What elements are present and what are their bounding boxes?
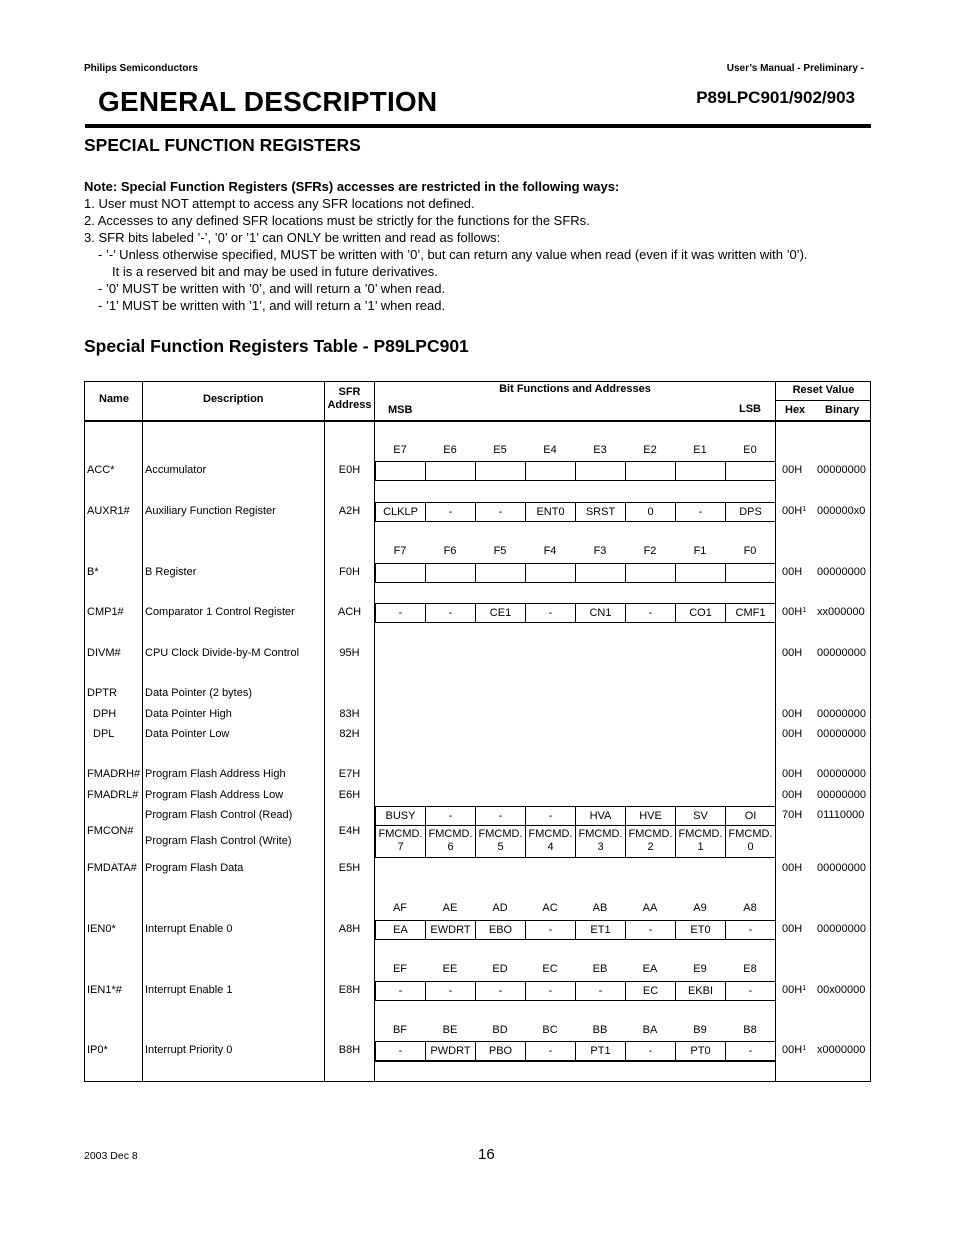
reset-binary: 000000x0 [817,505,866,517]
bit-cell: EBO [475,920,526,940]
register-description: Interrupt Priority 0 [145,1044,233,1056]
section-title: SPECIAL FUNCTION REGISTERS [84,135,361,155]
bit-cell [675,563,726,583]
register-name: IEN0* [87,923,116,935]
col-header-hex: Hex [785,404,806,416]
bit-address: E1 [693,444,707,456]
sfr-address: E4H [338,825,361,837]
register-name: FMDATA# [87,862,137,874]
sfr-table [84,381,871,1082]
company-name: Philips Semiconductors [84,63,198,74]
register-description: Interrupt Enable 0 [145,923,233,935]
register-description: Comparator 1 Control Register [145,606,295,618]
sfr-address: 83H [339,708,360,720]
bit-cell: - [475,806,526,826]
register-description: Data Pointer (2 bytes) [145,687,252,699]
bit-address: A8 [743,902,757,914]
bit-address: ED [492,963,508,975]
bit-cell [575,461,626,481]
register-name: DPL [93,728,115,740]
reset-binary: 00000000 [817,566,866,578]
bit-cell: HVA [575,806,626,826]
bit-cell: - [525,1041,576,1061]
reset-hex: $00H^1$ [782,606,807,618]
register-description: Program Flash Control (Read) [145,809,293,821]
bit-cell: FMCMD. 2 [625,825,676,858]
reset-hex: 00H [782,647,803,659]
bit-address: AF [392,902,408,914]
bit-address: AB [592,902,608,914]
bit-cell: - [525,603,576,623]
reset-binary: 00000000 [817,464,866,476]
bit-cell: - [725,981,776,1001]
table-title: Special Function Registers Table - P89LPC901 [84,336,469,356]
register-description: Auxiliary Function Register [145,505,276,517]
register-name: AUXR1# [87,505,130,517]
register-description: Program Flash Address High [145,768,286,780]
bit-address: E7 [393,444,407,456]
bit-cell: - [725,920,776,940]
bit-cell: - [675,502,726,522]
register-description: Data Pointer High [145,708,232,720]
bit-cell: HVE [625,806,676,826]
sfr-address: E8H [338,984,361,996]
bit-cell [625,461,676,481]
bit-cell: FMCMD. 4 [525,825,576,858]
bit-address: F2 [643,545,657,557]
bit-cell: EA [375,920,426,940]
register-name: DPH [93,708,117,720]
col-header-description: Description [203,393,264,405]
bit-cell [375,461,426,481]
bit-address: F7 [393,545,407,557]
reset-hex: 00H [782,923,803,935]
bit-cell: - [425,603,476,623]
bit-cell: SRST [575,502,626,522]
bit-address: AC [542,902,558,914]
reset-binary: 00000000 [817,923,866,935]
bit-cell [575,563,626,583]
bit-cell [475,461,526,481]
bit-cell: - [725,1041,776,1061]
sfr-address: E5H [338,862,361,874]
bit-cell: - [425,502,476,522]
bit-address: E4 [543,444,557,456]
bit-address: F3 [593,545,607,557]
col-header-reset: Reset Value [792,384,855,396]
reset-binary: 01110000 [817,809,865,821]
bit-address: BD [492,1024,508,1036]
bit-cell: EWDRT [425,920,476,940]
register-name: IP0* [87,1044,108,1056]
bit-cell: CLKLP [375,502,426,522]
sfr-address: F0H [339,566,360,578]
reset-hex: 00H [782,728,803,740]
bit-cell: ET1 [575,920,626,940]
header-divider [775,400,871,401]
bit-cell: CE1 [475,603,526,623]
bit-cell [425,461,476,481]
register-name: ACC* [87,464,115,476]
bit-cell: - [525,806,576,826]
note-subitem: - ’-’ Unless otherwise specified, MUST be written with ’0’, but can return any value when read (even if it was written with ’0’). [98,247,808,262]
bit-address: B9 [693,1024,707,1036]
reset-hex: 00H [782,768,803,780]
bit-cell: PT0 [675,1041,726,1061]
reset-binary: 00000000 [817,728,866,740]
bit-cell: SV [675,806,726,826]
reset-hex: 70H [782,809,803,821]
bit-cell: - [575,981,626,1001]
bit-address: E5 [493,444,507,456]
bit-cell: 0 [625,502,676,522]
bit-address: E2 [643,444,657,456]
reset-hex: 00H [782,789,803,801]
reset-hex: $00H^1$ [782,505,807,517]
reset-binary: 00000000 [817,862,866,874]
bit-cell: - [425,806,476,826]
bit-cell: FMCMD. 7 [375,825,426,858]
bit-cell: ENT0 [525,502,576,522]
note-item: 2. Accesses to any defined SFR locations must be strictly for the functions for the SFRs. [84,213,590,228]
reset-binary: x0000000 [817,1044,866,1056]
register-name: DPTR [87,687,117,699]
bit-cell: - [375,981,426,1001]
note-heading: Note: Special Function Registers (SFRs) accesses are restricted in the following ways: [84,179,620,194]
note-item: 3. SFR bits labeled ’-’, ’0’ or ’1’ can ONLY be written and read as follows: [84,230,501,245]
note-subitem: It is a reserved bit and may be used in future derivatives. [112,264,438,279]
bit-address: E0 [743,444,757,456]
bit-address: AE [442,902,458,914]
bit-cell: ET0 [675,920,726,940]
bit-cell: PT1 [575,1041,626,1061]
bit-cell: - [625,920,676,940]
sfr-address: E0H [338,464,361,476]
bit-cell: - [525,981,576,1001]
bit-address: B8 [743,1024,757,1036]
page-number: 16 [478,1146,495,1163]
register-name: CMP1# [87,606,124,618]
register-name: FMADRH# [87,768,141,780]
part-number: P89LPC901/902/903 [696,88,855,107]
sfr-access-note [84,178,884,314]
reset-binary: 00000000 [817,647,866,659]
column-divider [374,382,375,1081]
bit-cell: DPS [725,502,776,522]
bit-address: EA [642,963,658,975]
col-header-msb: MSB [388,404,413,416]
bit-cell: - [625,603,676,623]
footnote-marker: 1 [802,1045,807,1052]
note-subitem: - ’0’ MUST be written with ’0’, and will return a ’0’ when read. [98,281,446,296]
bit-cell: PBO [475,1041,526,1061]
reset-hex: 00H [782,464,803,476]
bit-address: E9 [693,963,707,975]
bit-cell: EKBI [675,981,726,1001]
bit-cell: - [375,1041,426,1061]
bit-cell [675,461,726,481]
register-name: DIVM# [87,647,121,659]
footnote-marker: 1 [802,985,807,992]
register-name: B* [87,566,99,578]
bit-cell [425,563,476,583]
bit-address: AD [492,902,508,914]
bit-address: F6 [443,545,457,557]
sfr-address: E6H [338,789,361,801]
header-bottom-rule [85,420,871,422]
sfr-address: A2H [338,505,361,517]
reset-hex: 00H [782,566,803,578]
bit-address: E8 [743,963,757,975]
page-title: GENERAL DESCRIPTION [98,86,438,117]
register-name: IEN1*# [87,984,122,996]
bit-cell: OI [725,806,776,826]
reset-binary: 00000000 [817,708,866,720]
footnote-marker: 1 [802,607,807,614]
bit-address: EE [442,963,458,975]
bit-address: EC [542,963,558,975]
register-description: Program Flash Data [145,862,244,874]
bit-address: F4 [543,545,557,557]
bit-cell: - [375,603,426,623]
bit-address: BE [442,1024,458,1036]
register-name: FMCON# [87,825,134,837]
bit-address: EF [392,963,408,975]
bit-cell: - [475,981,526,1001]
bit-cell [725,461,776,481]
bit-address: BA [642,1024,658,1036]
bit-address: F0 [743,545,757,557]
register-description: Interrupt Enable 1 [145,984,233,996]
bit-cell: - [425,981,476,1001]
sfr-address: E7H [338,768,361,780]
bit-cell: FMCMD. 3 [575,825,626,858]
bit-cell [475,563,526,583]
reset-binary: 00000000 [817,789,866,801]
register-name: FMADRL# [87,789,139,801]
bit-cell: BUSY [375,806,426,826]
bit-cell [525,563,576,583]
bit-area-bottom-rule [374,1061,775,1062]
col-header-address: Address [327,399,372,411]
register-description: Data Pointer Low [145,728,230,740]
col-header-lsb: LSB [739,403,761,415]
bit-cell [625,563,676,583]
bit-cell: CMF1 [725,603,776,623]
sfr-address: 95H [339,647,360,659]
bit-address: AA [642,902,658,914]
bit-cell: CO1 [675,603,726,623]
note-subitem: - ’1’ MUST be written with ’1’, and will return a ’1’ when read. [98,298,446,313]
col-header-sfr: SFR [338,386,361,398]
bit-address: BF [392,1024,408,1036]
footnote-marker: 1 [802,506,807,513]
reset-binary: xx000000 [817,606,865,618]
reset-hex: 00H [782,708,803,720]
bit-address: F5 [493,545,507,557]
bit-address: E3 [593,444,607,456]
reset-binary: 00000000 [817,768,866,780]
bit-cell [725,563,776,583]
bit-cell: - [475,502,526,522]
sfr-address: ACH [337,606,362,618]
bit-address: BB [592,1024,608,1036]
bit-address: A9 [693,902,707,914]
bit-address: E6 [443,444,457,456]
footer-date: 2003 Dec 8 [84,1150,138,1162]
note-item: 1. User must NOT attempt to access any SFR locations not defined. [84,196,475,211]
bit-cell [375,563,426,583]
bit-cell: FMCMD. 1 [675,825,726,858]
register-description: B Register [145,566,197,578]
reset-hex: 00H [782,862,803,874]
col-header-binary: Binary [825,404,860,416]
bit-cell: - [525,920,576,940]
register-description: Program Flash Control (Write) [145,835,292,847]
bit-cell [525,461,576,481]
sfr-address: B8H [338,1044,361,1056]
bit-cell: CN1 [575,603,626,623]
col-header-bit-functions: Bit Functions and Addresses [499,383,651,395]
register-description: Accumulator [145,464,207,476]
bit-cell: EC [625,981,676,1001]
column-divider [142,382,143,1081]
bit-cell: FMCMD. 6 [425,825,476,858]
bit-cell: FMCMD. 0 [725,825,776,858]
sfr-address: 82H [339,728,360,740]
bit-address: BC [542,1024,558,1036]
manual-label: User’s Manual - Preliminary - [726,63,864,74]
register-description: CPU Clock Divide-by-M Control [145,647,300,659]
bit-address: F1 [693,545,707,557]
header-rule [85,124,871,128]
bit-cell: PWDRT [425,1041,476,1061]
bit-cell: - [625,1041,676,1061]
col-header-name: Name [99,393,129,405]
register-description: Program Flash Address Low [145,789,284,801]
sfr-address: A8H [338,923,361,935]
column-divider [775,382,776,1081]
reset-hex: $00H^1$ [782,1044,807,1056]
reset-hex: $00H^1$ [782,984,807,996]
reset-binary: 00x00000 [817,984,866,996]
bit-address: EB [592,963,608,975]
bit-cell: FMCMD. 5 [475,825,526,858]
